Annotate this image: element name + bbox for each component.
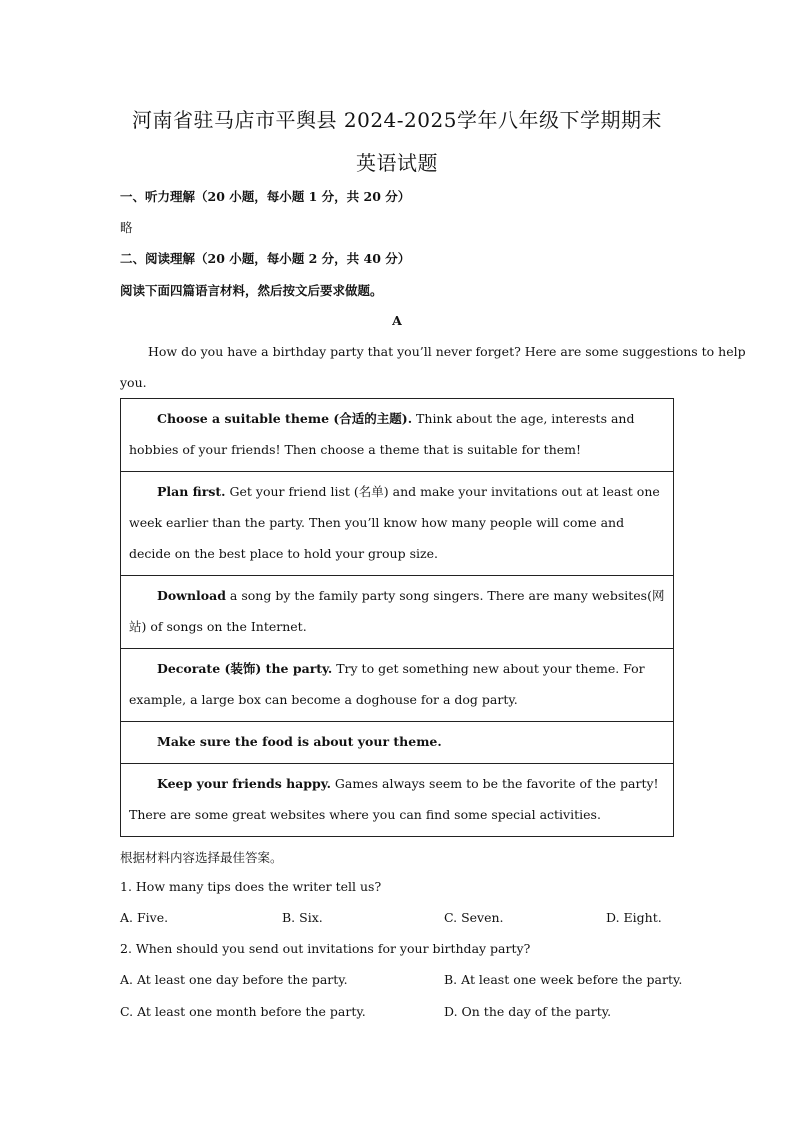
section-1-heading: 一、听力理解（20 小题，每小题 1 分，共 20 分）	[120, 189, 411, 204]
tip-row	[121, 471, 673, 575]
passage-intro-line-1: How do you have a birthday party that you’ll never forget? Here are some suggestions to help	[148, 344, 746, 359]
question-2-option-b[interactable]: B. At least one week before the party.	[444, 972, 683, 987]
question-1-stem: 1. How many tips does the writer tell us?	[120, 879, 382, 894]
tip-title: Keep your friends happy.	[157, 776, 331, 791]
tip-title: Decorate (装饰) the party.	[157, 661, 333, 676]
section-2-heading: 二、阅读理解（20 小题，每小题 2 分，共 40 分）	[120, 251, 411, 266]
tip-text: Games always seem to be the favorite of the party! There are some great websites where you can find some special activities.	[129, 776, 659, 822]
tip-row	[121, 575, 673, 648]
question-2-option-a[interactable]: A. At least one day before the party.	[120, 972, 348, 987]
tips-table	[120, 398, 674, 837]
question-1-option-b[interactable]: B. Six.	[282, 910, 323, 925]
questions-instruction: 根据材料内容选择最佳答案。	[120, 850, 283, 865]
passage-intro-line-2: you.	[120, 375, 147, 390]
question-2-stem: 2. When should you send out invitations for your birthday party?	[120, 941, 531, 956]
question-2-option-c[interactable]: C. At least one month before the party.	[120, 1004, 366, 1019]
tip-text: a song by the family party song singers. There are many websites(网站) of songs on the Internet.	[129, 588, 665, 634]
tip-title: Make sure the food is about your theme.	[157, 734, 442, 749]
tip-title: Plan first.	[157, 484, 226, 499]
question-2-option-d[interactable]: D. On the day of the party.	[444, 1004, 612, 1019]
tip-title: Download	[157, 588, 226, 603]
tip-row	[121, 399, 673, 471]
section-1-note: 略	[120, 220, 133, 235]
tip-row	[121, 763, 673, 836]
passage-label: A	[392, 313, 402, 328]
exam-title-line-1: 河南省驻马店市平舆县 2024-2025学年八年级下学期期末	[132, 108, 662, 132]
question-1-option-c[interactable]: C. Seven.	[444, 910, 504, 925]
tip-text: Think about the age, interests and hobbies of your friends! Then choose a theme that is suitable for them!	[129, 411, 635, 457]
section-2-instruction: 阅读下面四篇语言材料，然后按文后要求做题。	[120, 283, 383, 298]
tip-title: Choose a suitable theme (合适的主题).	[157, 411, 413, 426]
question-1-option-d[interactable]: D. Eight.	[606, 910, 662, 925]
tip-row	[121, 648, 673, 721]
exam-title-line-2: 英语试题	[356, 151, 438, 175]
tip-row	[121, 721, 673, 763]
tip-text: Get your friend list (名单) and make your invitations out at least one week earlier than the party. Then you’ll know how many people will come and decide on the best place to hold your group size.	[129, 484, 660, 561]
tip-text: Try to get something new about your theme. For example, a large box can become a doghouse for a dog party.	[129, 661, 645, 707]
question-1-option-a[interactable]: A. Five.	[120, 910, 169, 925]
